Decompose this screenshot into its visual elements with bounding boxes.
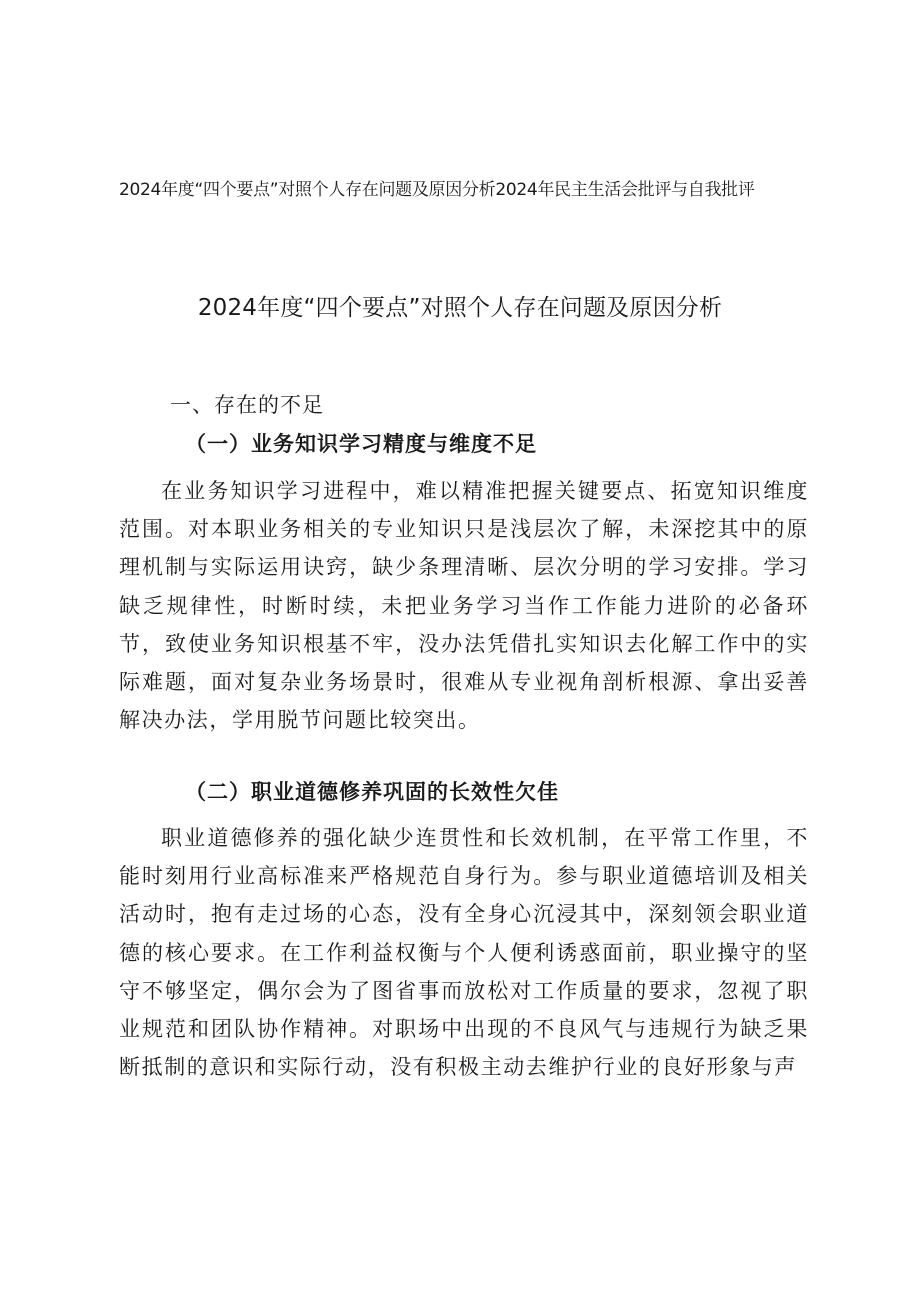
paragraph-2: 职业道德修养的强化缺少连贯性和长效机制，在平常工作里，不能时刻用行业高标准来严格规范自身行为。参与职业道德培训及相关活动时，抱有走过场的心态，没有全身心沉浸其中，深刻领会职业道德的核心要求。在工作利益权衡与个人便利诱惑面前，职业操守的坚守不够坚定，偶尔会为了图省事而放松对工作质量的要求，忽视了职业规范和团队协作精神。对职场中出现的不良风气与违规行为缺乏果断抵制的意识和实际行动，没有积极主动去维护行业的良好形象与声 (119, 826, 809, 1080)
section-heading: 一、存在的不足 (170, 393, 324, 417)
paragraph-1: 在业务知识学习进程中，难以精准把握关键要点、拓宽知识维度范围。对本职业务相关的专业知识只是浅层次了解，未深挖其中的原理机制与实际运用诀窍，缺少条理清晰、层次分明的学习安排。学习缺乏规律性，时断时续，未把业务学习当作工作能力进阶的必备环节，致使业务知识根基不牢，没办法凭借扎实知识去化解工作中的实际难题，面对复杂业务场景时，很难从专业视角剖析根源、拿出妥善解决办法，学用脱节问题比较突出。 (119, 479, 809, 733)
subsection-heading-2: （二）职业道德修养巩固的长效性欠佳 (185, 780, 559, 804)
subsection-heading-1: （一）业务知识学习精度与维度不足 (185, 432, 537, 456)
document-header-text: 2024年度“四个要点”对照个人存在问题及原因分析2024年民主生活会批评与自我批评 (119, 180, 755, 200)
document-title: 2024年度“四个要点”对照个人存在问题及原因分析 (197, 295, 723, 321)
